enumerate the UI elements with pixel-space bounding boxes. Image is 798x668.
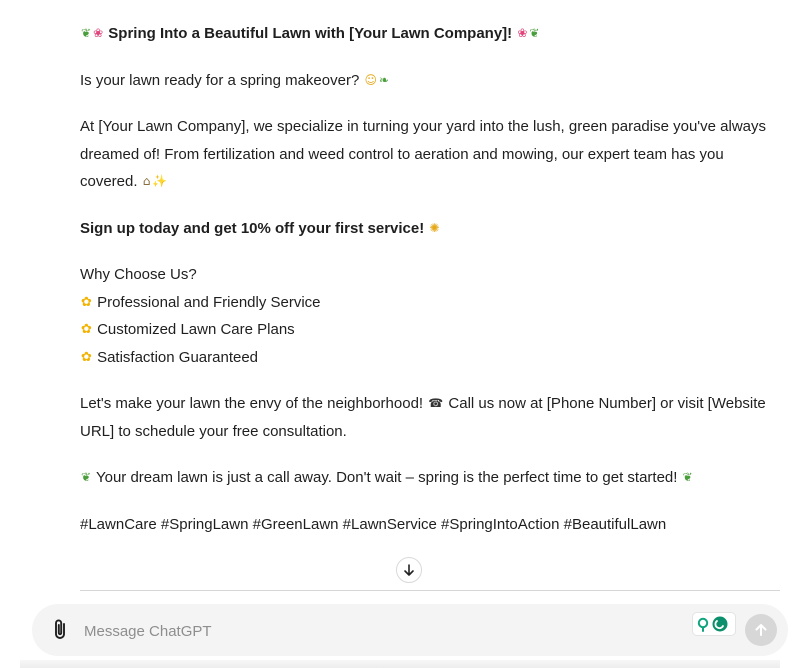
assistant-message bbox=[80, 20, 770, 557]
sparkles-icon: ✨ bbox=[152, 174, 168, 188]
scroll-down-button[interactable] bbox=[396, 557, 422, 583]
herb-icon: ❦ bbox=[81, 470, 92, 484]
message-intro-line bbox=[80, 67, 770, 95]
seedling-icon: ❧ bbox=[378, 72, 390, 87]
message-intro: Is your lawn ready for a spring makeover? bbox=[80, 71, 360, 89]
grammar-extension-icon bbox=[693, 613, 735, 635]
message-body-paragraph bbox=[80, 113, 770, 196]
tulip-icon: ❀ bbox=[517, 26, 528, 40]
message-cta-2: Call us now at [Phone Number] or visit [Website URL] to schedule your free consultation. bbox=[80, 395, 766, 440]
house-with-garden-icon: ⌂ bbox=[142, 174, 151, 188]
message-closing: Your dream lawn is just a call away. Don't wait – spring is the perfect time to get started! bbox=[95, 469, 678, 486]
blossom-icon: ✿ bbox=[81, 294, 92, 310]
message-hashtags: #LawnCare #SpringLawn #GreenLawn #LawnService #SpringIntoAction #BeautifulLawn bbox=[80, 515, 667, 533]
herb-icon: ❦ bbox=[81, 26, 92, 40]
message-promo-line bbox=[80, 215, 770, 243]
phone-icon: ☎ bbox=[428, 396, 444, 410]
reason-text: Customized Lawn Care Plans bbox=[97, 321, 295, 338]
attach-button[interactable] bbox=[50, 618, 72, 642]
send-button[interactable] bbox=[745, 614, 777, 646]
why-heading: Why Choose Us? bbox=[80, 266, 197, 283]
arrow-up-icon bbox=[753, 622, 769, 638]
message-input[interactable] bbox=[82, 618, 686, 644]
blossom-icon: ✿ bbox=[81, 322, 92, 337]
extension-badge[interactable] bbox=[692, 612, 736, 636]
blossom-icon: ✿ bbox=[81, 349, 92, 365]
message-closing-line bbox=[80, 464, 770, 492]
footer-disclaimer-strip bbox=[20, 660, 780, 668]
reason-text: Satisfaction Guaranteed bbox=[97, 348, 259, 366]
arrow-down-icon bbox=[402, 563, 416, 577]
why-choose-section bbox=[80, 261, 770, 371]
message-composer bbox=[32, 604, 788, 656]
message-body-text: At [Your Lawn Company], we specialize in turning your yard into the lush, green paradise you've always dreamed of! From fertilization and weed control to aeration and mowing, our expert team has you covered. bbox=[80, 118, 767, 190]
list-item bbox=[80, 316, 770, 344]
reason-text: Professional and Friendly Service bbox=[97, 293, 321, 311]
divider bbox=[80, 590, 780, 591]
message-title: Spring Into a Beautiful Lawn with [Your Lawn Company]! bbox=[108, 25, 513, 42]
herb-icon: ❦ bbox=[529, 26, 540, 40]
message-hashtags-line bbox=[80, 511, 770, 539]
smile-icon: ☺ bbox=[364, 72, 377, 87]
message-cta-paragraph bbox=[80, 390, 770, 445]
list-item bbox=[80, 344, 770, 372]
tulip-icon: ❀ bbox=[93, 26, 104, 40]
message-title-line bbox=[80, 20, 770, 48]
message-promo: Sign up today and get 10% off your first service! bbox=[80, 219, 425, 237]
message-cta-1: Let's make your lawn the envy of the neighborhood! bbox=[80, 395, 424, 412]
list-item bbox=[80, 289, 770, 317]
herb-icon: ❦ bbox=[682, 470, 693, 484]
paperclip-icon bbox=[50, 618, 72, 642]
party-popper-icon: ✺ bbox=[429, 220, 440, 235]
